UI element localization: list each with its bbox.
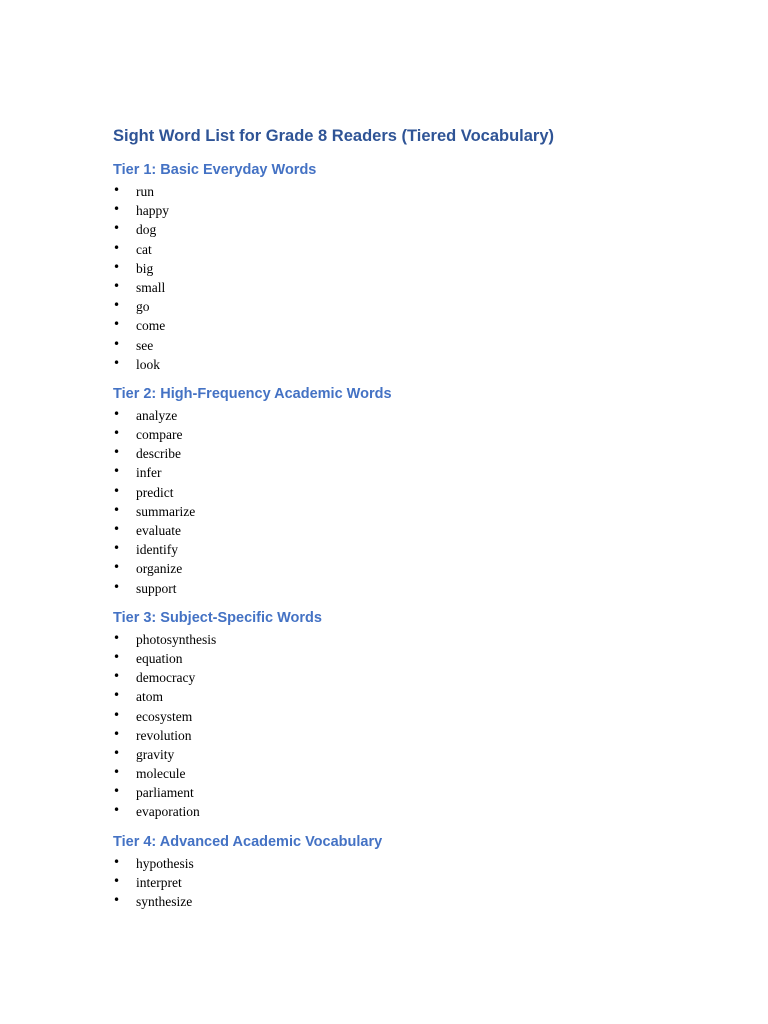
word-list [113, 854, 713, 912]
word-text: happy [136, 203, 169, 219]
bullet-icon: • [113, 541, 121, 556]
list-item [113, 336, 713, 355]
word-text: look [136, 356, 161, 372]
list-item [113, 873, 713, 892]
bullet-icon: • [113, 336, 121, 351]
word-text: atom [136, 689, 163, 705]
bullet-icon: • [113, 183, 121, 197]
bullet-icon: • [113, 803, 121, 818]
list-item [113, 892, 713, 911]
bullet-icon: • [113, 298, 121, 313]
bullet-icon: • [113, 426, 121, 441]
list-item [113, 201, 713, 220]
tier-section [113, 832, 713, 912]
bullet-icon: • [113, 406, 121, 421]
tier-heading: Tier 3: Subject-Specific Words [113, 609, 322, 626]
word-text: big [136, 260, 154, 276]
list-item [113, 668, 713, 687]
word-text: democracy [136, 670, 196, 686]
list-item [113, 521, 713, 540]
bullet-icon: • [113, 522, 121, 536]
word-text: molecule [136, 766, 186, 782]
word-text: compare [136, 427, 183, 443]
tier-heading: Tier 1: Basic Everyday Words [113, 162, 317, 178]
tier-heading: Tier 4: Advanced Academic Vocabulary [113, 833, 383, 850]
document-title: Sight Word List for Grade 8 Readers (Tiered Vocabulary) [113, 127, 555, 145]
bullet-icon: • [113, 259, 121, 274]
word-text: ecosystem [136, 708, 193, 724]
word-text: interpret [136, 874, 182, 890]
word-text: analyze [136, 407, 178, 423]
word-list [113, 406, 713, 598]
list-item [113, 278, 713, 297]
word-text: identify [136, 542, 178, 558]
word-text: summarize [136, 503, 196, 519]
list-item [113, 559, 713, 578]
bullet-icon: • [113, 464, 121, 479]
list-item [113, 707, 713, 726]
word-text: predict [136, 484, 174, 500]
list-item [113, 444, 713, 463]
list-item [113, 854, 713, 873]
list-item [113, 579, 713, 598]
bullet-icon: • [113, 669, 121, 684]
bullet-icon: • [113, 278, 121, 293]
word-text: evaporation [136, 804, 200, 820]
bullet-icon: • [113, 649, 121, 664]
tier-section [113, 160, 713, 374]
word-text: see [136, 337, 154, 353]
word-text: hypothesis [136, 855, 194, 871]
list-item [113, 764, 713, 783]
bullet-icon: • [113, 221, 121, 236]
list-item [113, 783, 713, 802]
bullet-icon: • [113, 765, 121, 780]
word-text: run [136, 184, 154, 199]
tier-section [113, 384, 713, 598]
list-item [113, 726, 713, 745]
list-item [113, 540, 713, 559]
bullet-icon: • [113, 726, 121, 741]
word-text: infer [136, 465, 162, 481]
document-page [113, 124, 713, 911]
bullet-icon: • [113, 317, 121, 332]
word-text: parliament [136, 785, 194, 801]
tier-sections [113, 160, 713, 911]
word-list [113, 630, 713, 822]
list-item [113, 316, 713, 335]
bullet-icon: • [113, 745, 121, 760]
word-text: organize [136, 561, 183, 577]
list-item [113, 220, 713, 239]
list-item [113, 355, 713, 374]
word-text: revolution [136, 727, 192, 743]
bullet-icon: • [113, 630, 121, 645]
word-text: come [136, 318, 166, 334]
list-item [113, 297, 713, 316]
word-text: small [136, 279, 166, 295]
bullet-icon: • [113, 202, 121, 217]
list-item [113, 425, 713, 444]
bullet-icon: • [113, 873, 121, 888]
word-text: synthesize [136, 894, 193, 909]
tier-section [113, 608, 713, 822]
list-item [113, 745, 713, 764]
bullet-icon: • [113, 560, 121, 575]
list-item [113, 240, 713, 259]
bullet-icon: • [113, 445, 121, 460]
word-text: dog [136, 222, 157, 238]
list-item [113, 802, 713, 821]
bullet-icon: • [113, 240, 121, 255]
word-text: evaluate [136, 523, 181, 538]
word-text: gravity [136, 746, 175, 762]
bullet-icon: • [113, 355, 121, 370]
word-text: photosynthesis [136, 631, 217, 647]
bullet-icon: • [113, 854, 121, 869]
bullet-icon: • [113, 502, 121, 517]
bullet-icon: • [113, 893, 121, 907]
bullet-icon: • [113, 707, 121, 722]
bullet-icon: • [113, 483, 121, 498]
word-text: support [136, 580, 177, 596]
list-item [113, 630, 713, 649]
list-item [113, 687, 713, 706]
list-item [113, 483, 713, 502]
list-item [113, 182, 713, 201]
tier-heading: Tier 2: High-Frequency Academic Words [113, 385, 392, 402]
word-list [113, 182, 713, 374]
word-text: equation [136, 650, 183, 666]
list-item [113, 406, 713, 425]
bullet-icon: • [113, 579, 121, 594]
word-text: go [136, 299, 150, 315]
list-item [113, 463, 713, 482]
list-item [113, 502, 713, 521]
bullet-icon: • [113, 688, 121, 703]
word-text: cat [136, 241, 152, 257]
word-text: describe [136, 446, 181, 462]
list-item [113, 649, 713, 668]
list-item [113, 259, 713, 278]
bullet-icon: • [113, 784, 121, 799]
